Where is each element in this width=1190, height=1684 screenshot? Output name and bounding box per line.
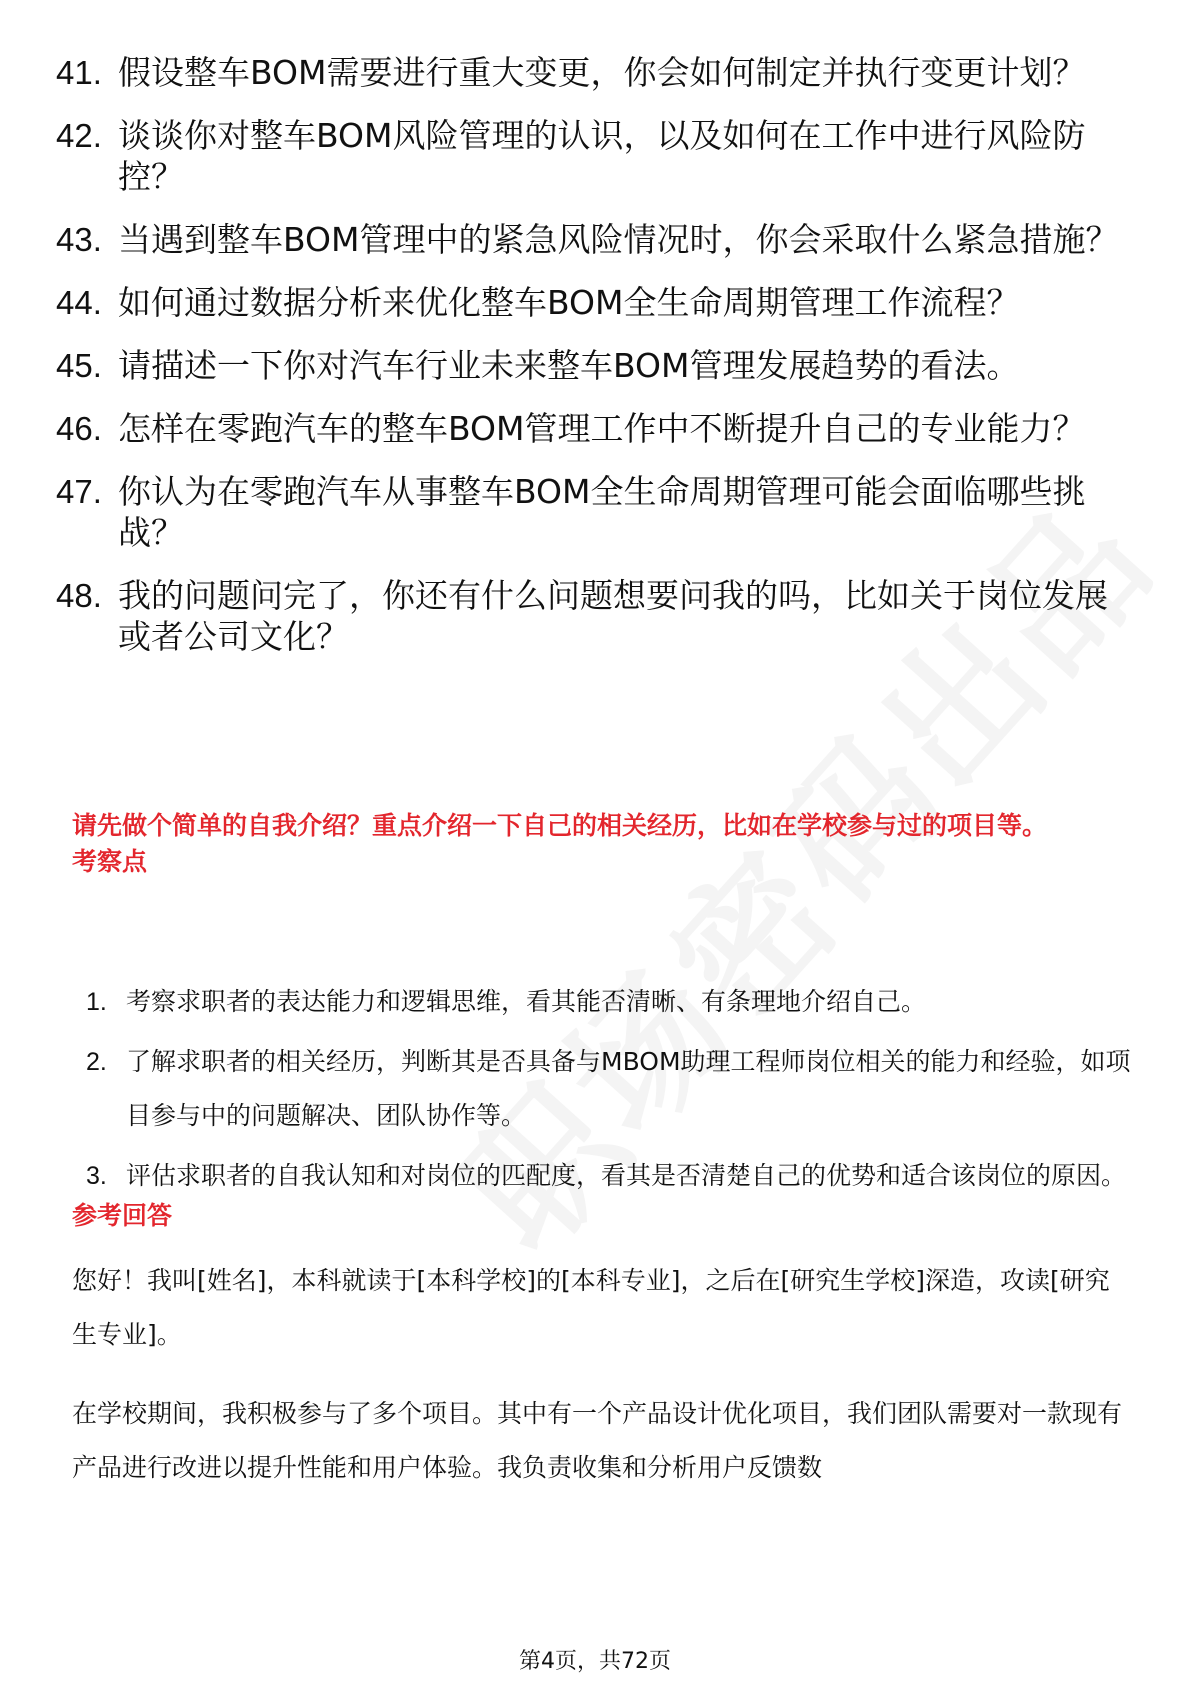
question-text: 我的问题问完了，你还有什么问题想要问我的吗，比如关于岗位发展或者公司文化？ bbox=[118, 576, 1108, 656]
point-number: 3. bbox=[86, 1162, 107, 1190]
point-text: 评估求职者的自我认知和对岗位的匹配度，看其是否清楚自己的优势和适合该岗位的原因。 bbox=[126, 1161, 1127, 1190]
question-text: 假设整车BOM需要进行重大变更，你会如何制定并执行变更计划？ bbox=[118, 53, 1086, 92]
assessment-title: 考察点 bbox=[72, 847, 148, 876]
question-number: 43. bbox=[56, 221, 102, 258]
question-number: 47. bbox=[56, 473, 102, 510]
page-footer: 第4页，共72页 bbox=[519, 1649, 671, 1674]
question-number: 45. bbox=[56, 347, 102, 384]
question-number: 41. bbox=[56, 54, 102, 91]
question-text: 你认为在零跑汽车从事整车BOM全生命周期管理可能会面临哪些挑战？ bbox=[118, 472, 1086, 552]
list-item bbox=[56, 52, 1136, 93]
featured-question: 请先做个简单的自我介绍？重点介绍一下自己的相关经历，比如在学校参与过的项目等。 bbox=[72, 811, 1048, 840]
answer-title: 参考回答 bbox=[72, 1201, 173, 1230]
list-item bbox=[72, 1035, 1132, 1143]
question-text: 如何通过数据分析来优化整车BOM全生命周期管理工作流程？ bbox=[118, 283, 1020, 322]
question-text: 谈谈你对整车BOM风险管理的认识，以及如何在工作中进行风险防控？ bbox=[118, 116, 1086, 196]
list-item bbox=[56, 471, 1136, 553]
list-item bbox=[56, 575, 1136, 657]
question-number: 42. bbox=[56, 117, 102, 154]
answer-paragraph: 您好！我叫[姓名]，本科就读于[本科学校]的[本科专业]，之后在[研究生学校]深造，攻读[研究生专业]。 bbox=[72, 1266, 1110, 1349]
question-number: 48. bbox=[56, 577, 102, 614]
point-text: 考察求职者的表达能力和逻辑思维，看其能否清晰、有条理地介绍自己。 bbox=[126, 987, 927, 1016]
question-text: 怎样在零跑汽车的整车BOM管理工作中不断提升自己的专业能力？ bbox=[118, 409, 1086, 448]
list-item bbox=[56, 345, 1136, 386]
question-number: 46. bbox=[56, 410, 102, 447]
list-item bbox=[56, 282, 1136, 323]
list-item bbox=[56, 219, 1136, 260]
list-item bbox=[72, 1149, 1132, 1203]
question-list bbox=[56, 52, 1136, 679]
point-text: 了解求职者的相关经历，判断其是否具备与MBOM助理工程师岗位相关的能力和经验，如项目参与中的问题解决、团队协作等。 bbox=[126, 1047, 1131, 1130]
point-number: 2. bbox=[86, 1048, 107, 1076]
list-item bbox=[56, 115, 1136, 197]
answer-paragraph: 在学校期间，我积极参与了多个项目。其中有一个产品设计优化项目，我们团队需要对一款现有产品进行改进以提升性能和用户体验。我负责收集和分析用户反馈数 bbox=[72, 1399, 1123, 1482]
question-text: 当遇到整车BOM管理中的紧急风险情况时，你会采取什么紧急措施？ bbox=[118, 220, 1119, 259]
question-number: 44. bbox=[56, 284, 102, 321]
question-text: 请描述一下你对汽车行业未来整车BOM管理发展趋势的看法。 bbox=[118, 346, 1020, 385]
list-item bbox=[72, 975, 1132, 1029]
point-number: 1. bbox=[86, 988, 107, 1016]
list-item bbox=[56, 408, 1136, 449]
assessment-points bbox=[72, 975, 1132, 1209]
